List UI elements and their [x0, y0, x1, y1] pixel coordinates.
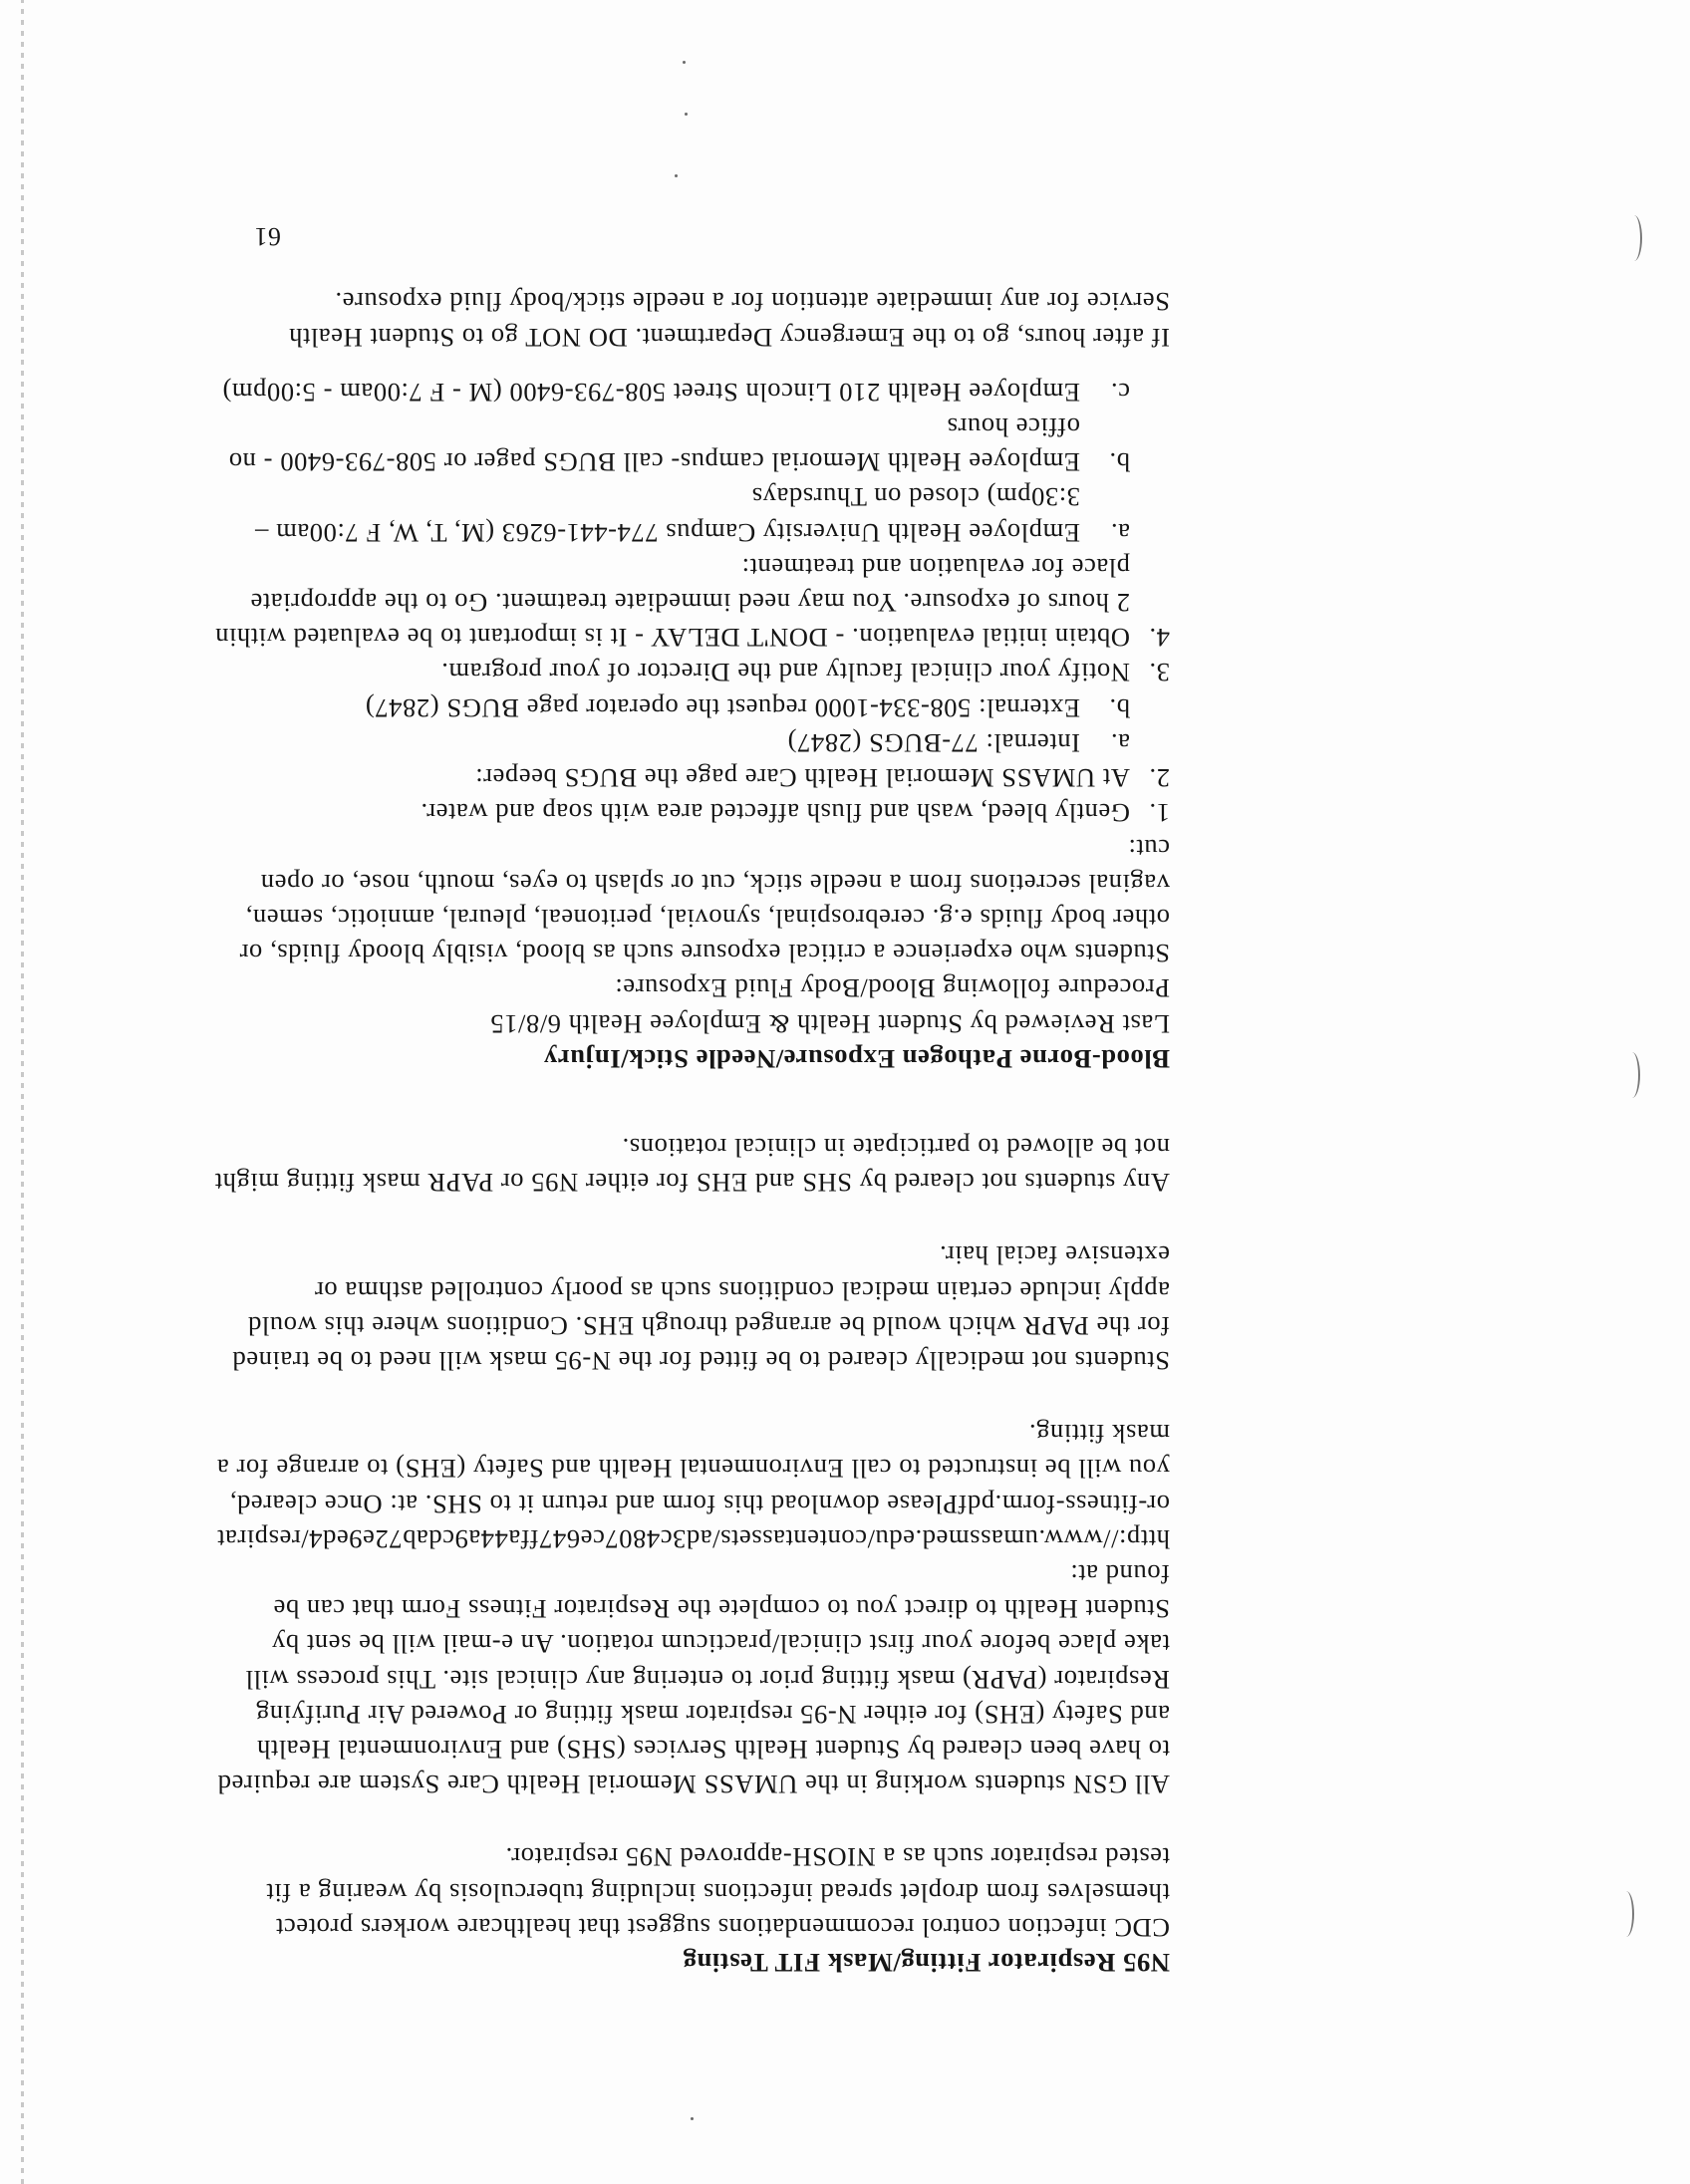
sub-text: Employee Health Memorial campus- call BUGS pager or 508-793-6400 - no office hours	[228, 412, 1080, 478]
scan-edge-line	[21, 0, 24, 2184]
step-item	[213, 760, 1170, 795]
evaluation-location	[213, 410, 1170, 479]
step-item	[213, 655, 1170, 689]
procedure-heading: Procedure following Blood/Body Fluid Exposure:	[614, 973, 1170, 1004]
document-body	[213, 284, 1170, 1980]
fitness-form-paragraph	[213, 1416, 1170, 1556]
step-number: 2.	[1148, 763, 1170, 794]
step-text: Obtain initial evaluation. - DON'T DELAY - It is important to be evaluated within 2 hours of exposure. You may need immediate treatment. Go to the appropriate place for evaluation and treatment:	[214, 552, 1130, 654]
step-text: Notify your clinical faculty and the Director of your program.	[440, 658, 1130, 688]
sub-text: Employee Health University Campus 774-441-6263 (M, T, W, F 7:00am – 3:30pm) closed on Thursdays	[254, 482, 1080, 548]
edge-mark	[1624, 1052, 1640, 1098]
beeper-option	[213, 725, 1170, 760]
step-item	[213, 550, 1170, 656]
sub-text: Internal: 77-BUGS (2847)	[787, 727, 1080, 758]
step-item	[213, 795, 1170, 830]
bloodborne-section-title: Blood-Borne Pathogen Exposure/Needle Stick/Injury	[543, 1043, 1170, 1074]
after-hours-paragraph: If after hours, go to the Emergency Department. DO NOT go to Student Health Service for any immediate attention for a needle stick/body fluid exposure.	[288, 287, 1170, 353]
sub-text: External: 508-334-1000 request the operator page BUGS (2847)	[365, 692, 1080, 723]
gsn-requirement-paragraph: All GSN students working in the UMASS Memorial Health Care System are required to have been cleared by Student Health Services (SHS) and Environmental Health and Safety (EHS) for either N-95 respirator mask fitting or Powered Air Purifying Respirator (PAPR) mask fitting prior to entering any clinical site. This process will take place before your first clinical/practicum rotation. An e-mail will be sent by Student Health to direct you to complete the Respirator Fitness Form that can be found at:	[217, 1558, 1170, 1800]
step-number: 3.	[1148, 658, 1170, 688]
fitness-form-link[interactable]: http://www.umassmed.edu/contentassets/ad3c4807ce647ffa44a9cdab72e9ed4/respirator-fitness-form.pdf	[216, 1489, 1170, 1554]
cdc-recommendation-paragraph: CDC infection control recommendations suggest that healthcare workers protect themselves from droplet spread infections including tuberculosis by wearing a fit tested respirator such as a NIOSH-approved N95 respirator.	[265, 1842, 1170, 1943]
page-number: 61	[254, 222, 281, 251]
n95-section-title: N95 Respirator Fitting/Mask FIT Testing	[683, 1948, 1170, 1978]
scan-speck	[685, 113, 688, 116]
sub-letter: b.	[1108, 692, 1130, 723]
step-number: 1.	[1148, 798, 1170, 829]
sub-letter: b.	[1108, 447, 1130, 478]
evaluation-location	[213, 375, 1170, 410]
edge-mark	[1626, 215, 1642, 261]
form-return-instructions: Please download this form and return it to SHS. at: Once cleared, you will be instructed to call Environmental Health and Safety (EHS) to arrange for a mask fitting.	[216, 1419, 1170, 1519]
step-text: At UMASS Memorial Health Care page the BUGS beeper:	[474, 763, 1130, 794]
sub-letter: a.	[1110, 517, 1130, 548]
sub-text: Employee Health 210 Lincoln Street 508-793-6400 (M - F 7:00am - 5:00pm)	[221, 377, 1080, 408]
scan-speck	[683, 61, 686, 64]
papr-paragraph: Students not medically cleared to be fitted for the N-95 mask will need to be trained for the PAPR which would be arranged through EHS. Conditions where this would apply include certain medical conditions such as poorly controlled asthma or extensive facial hair.	[231, 1240, 1170, 1376]
beeper-option	[213, 690, 1170, 725]
scan-speck	[691, 2117, 694, 2120]
evaluation-location	[213, 479, 1170, 549]
critical-exposure-paragraph: Students who experience a critical exposure such as blood, visibly bloody fluids, or other body fluids e.g. cerebrospinal, synovial, peritoneal, pleural, amniotic, semen, vaginal secretions from a needle stick, cut or splash to eyes, mouth, nose, or open cut:	[239, 833, 1170, 969]
step-text: Gently bleed, wash and flush affected area with soap and water.	[420, 798, 1130, 829]
scan-speck	[675, 174, 678, 177]
step-number: 4.	[1148, 623, 1170, 654]
sub-letter: a.	[1110, 727, 1130, 758]
sub-letter: c.	[1110, 377, 1130, 408]
edge-mark	[1618, 1891, 1634, 1937]
not-cleared-paragraph: Any students not cleared by SHS and EHS for either N95 or PAPR mask fitting might not be allowed to participate in clinical rotations.	[214, 1132, 1170, 1199]
last-reviewed-line: Last Reviewed by Student Health & Employee Health 6/8/15	[489, 1008, 1170, 1039]
